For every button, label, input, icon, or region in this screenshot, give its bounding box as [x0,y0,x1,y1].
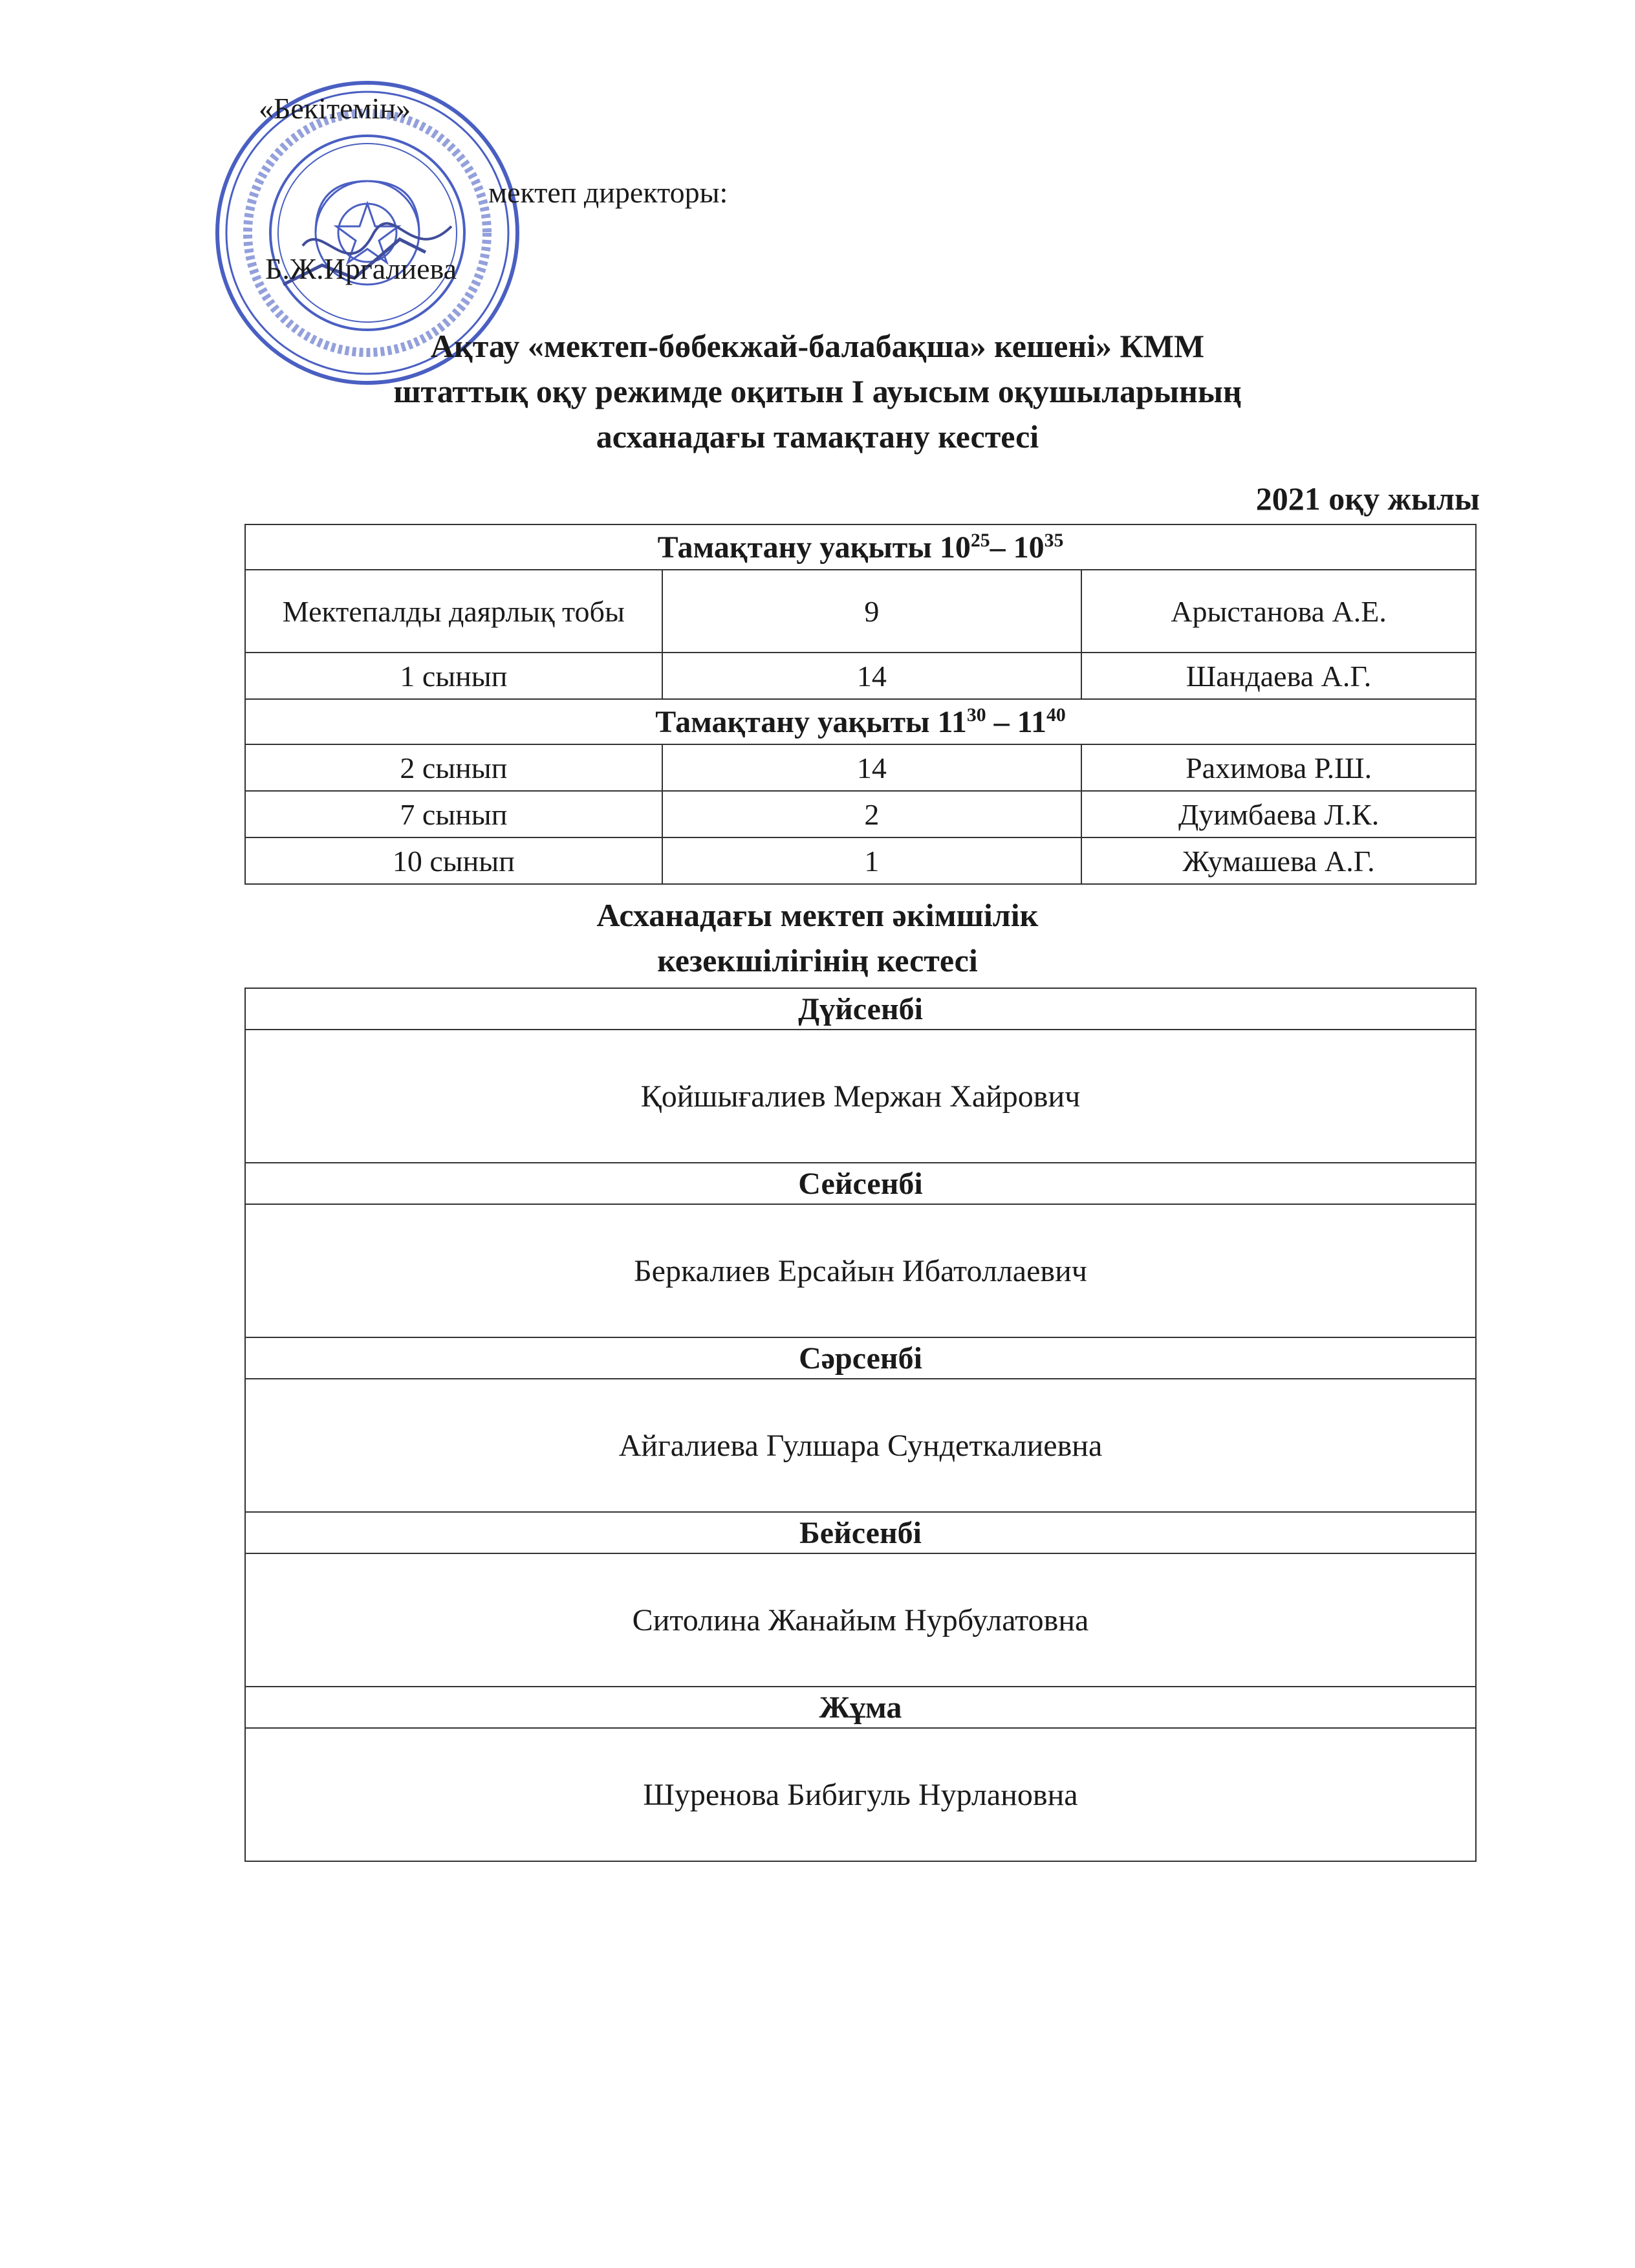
teacher-cell: Жумашева А.Г. [1081,837,1476,884]
count-cell: 1 [662,837,1081,884]
person-cell: Шуренова Бибигуль Нурлановна [245,1728,1476,1861]
approval-label: «Бекітемін» [259,92,411,125]
duty-schedule-table [244,988,1477,1862]
person-cell: Беркалиев Ерсайын Ибатоллаевич [245,1204,1476,1337]
teacher-cell: Рахимова Р.Ш. [1081,744,1476,791]
table-row [245,744,1476,791]
day-cell: Бейсенбі [245,1512,1476,1553]
table-row [245,791,1476,837]
title-line-2: штаттық оқу режимде оқитын І ауысым оқушыларының [393,373,1242,409]
title-line-3: асханадағы тамақтану кестесі [596,418,1039,455]
meal-schedule-table [244,524,1477,885]
day-cell: Сәрсенбі [245,1337,1476,1379]
person-cell: Қойшығалиев Мержан Хайрович [245,1030,1476,1163]
duty-title-line-1: Асханадағы мектеп әкімшілік [596,897,1039,933]
day-cell: Дүйсенбі [245,988,1476,1030]
document-title [0,323,1635,459]
duty-title-line-2: кезекшілігінің кестесі [657,942,978,978]
academic-year: 2021 оқу жылы [1255,481,1480,517]
group-cell: 10 сынып [245,837,662,884]
count-cell: 9 [662,570,1081,653]
table-row [245,570,1476,653]
day-cell: Сейсенбі [245,1163,1476,1204]
meal-time-heading-2: Тамақтану уақыты $11^{30} - 11^{40}$ [245,699,1476,744]
teacher-cell: Арыстанова А.Е. [1081,570,1476,653]
group-cell: 7 сынып [245,791,662,837]
person-cell: Айгалиева Гулшара Сундеткалиевна [245,1379,1476,1512]
count-cell: 2 [662,791,1081,837]
teacher-cell: Дуимбаева Л.К. [1081,791,1476,837]
person-cell: Ситолина Жанайым Нурбулатовна [245,1553,1476,1687]
count-cell: 14 [662,744,1081,791]
group-cell: Мектепалды даярлық тобы [245,570,662,653]
table-row [245,653,1476,699]
duty-schedule-title [0,892,1635,983]
day-cell: Жұма [245,1687,1476,1728]
count-cell: 14 [662,653,1081,699]
group-cell: 2 сынып [245,744,662,791]
approval-position: мектеп директоры: [488,176,728,209]
teacher-cell: Шандаева А.Г. [1081,653,1476,699]
meal-time-heading-1: Тамақтану уақыты $10^{25}-$ $10^{35}$ [245,524,1476,570]
group-cell: 1 сынып [245,653,662,699]
title-line-1: Ақтау «мектеп-бөбекжай-балабақша» кешені» КММ [430,328,1205,364]
table-row [245,837,1476,884]
approval-name: Б.Ж.Иргалиева [265,252,457,285]
